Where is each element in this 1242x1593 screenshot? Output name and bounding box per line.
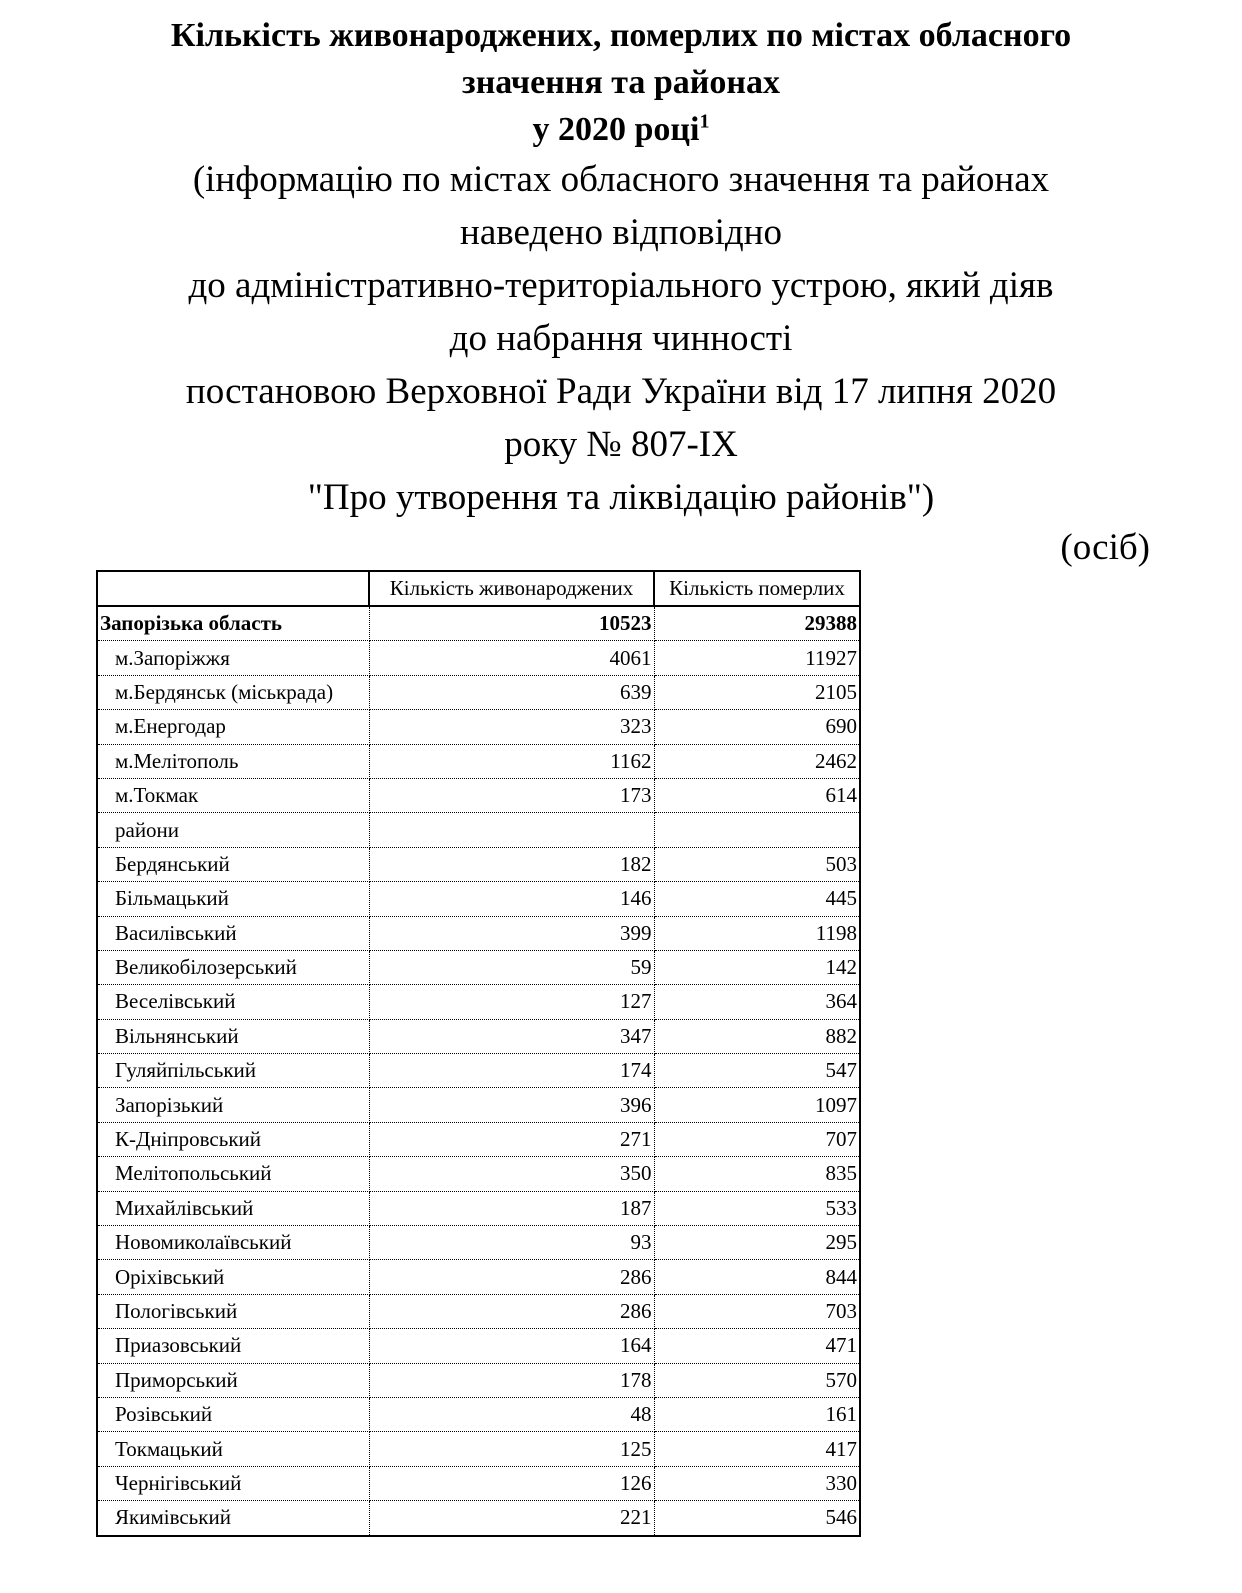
table-row <box>97 710 860 744</box>
table-row <box>97 1363 860 1397</box>
deaths-cell: 161 <box>654 1397 860 1431</box>
deaths-cell: 614 <box>654 778 860 812</box>
title-year: у 2020 році <box>532 111 700 148</box>
deaths-cell: 1198 <box>654 916 860 950</box>
deaths-cell: 546 <box>654 1501 860 1536</box>
title-line-2: значення та районах <box>462 64 780 101</box>
table-row <box>97 1122 860 1156</box>
deaths-cell: 703 <box>654 1294 860 1328</box>
row-name-cell: м.Бердянськ (міськрада) <box>97 675 369 709</box>
deaths-cell: 417 <box>654 1432 860 1466</box>
births-cell: 396 <box>369 1088 654 1122</box>
row-name-cell: Приазовський <box>97 1329 369 1363</box>
births-cell: 1162 <box>369 744 654 778</box>
subtitle-line-7: "Про утворення та ліквідацію районів") <box>307 477 935 518</box>
row-name-cell: Оріхівський <box>97 1260 369 1294</box>
table-row <box>97 1019 860 1053</box>
table-row <box>97 813 860 847</box>
births-cell: 164 <box>369 1329 654 1363</box>
row-name-cell: м.Запоріжжя <box>97 641 369 675</box>
births-cell: 173 <box>369 778 654 812</box>
deaths-cell: 503 <box>654 847 860 881</box>
row-name-cell: Бердянський <box>97 847 369 881</box>
table-row <box>97 1054 860 1088</box>
unit-label: (осіб) <box>1060 527 1150 568</box>
row-name-cell: Великобілозерський <box>97 950 369 984</box>
row-name-cell: Василівський <box>97 916 369 950</box>
deaths-cell: 882 <box>654 1019 860 1053</box>
births-cell: 323 <box>369 710 654 744</box>
row-name-cell: Мелітопольський <box>97 1157 369 1191</box>
deaths-cell: 835 <box>654 1157 860 1191</box>
deaths-cell: 11927 <box>654 641 860 675</box>
births-cell: 4061 <box>369 641 654 675</box>
header-cell-births: Кількість живонароджених <box>369 571 654 606</box>
births-cell: 271 <box>369 1122 654 1156</box>
births-cell: 59 <box>369 950 654 984</box>
births-cell: 48 <box>369 1397 654 1431</box>
row-name-cell: Розівський <box>97 1397 369 1431</box>
header-cell-deaths: Кількість померлих <box>654 571 860 606</box>
row-name-cell: Чернігівський <box>97 1466 369 1500</box>
table-row <box>97 1466 860 1500</box>
title-line-3 <box>40 106 1202 153</box>
deaths-cell: 547 <box>654 1054 860 1088</box>
statistics-table <box>96 570 861 1537</box>
subtitle-line-4: до набрання чинності <box>449 318 793 359</box>
subtitle-line-6: року № 807-IX <box>504 424 738 465</box>
subtitle-line-2: наведено відповідно <box>460 212 782 253</box>
table-row <box>97 1191 860 1225</box>
births-cell <box>369 813 654 847</box>
table-row <box>97 985 860 1019</box>
table-row <box>97 641 860 675</box>
deaths-cell: 2462 <box>654 744 860 778</box>
table-row <box>97 1260 860 1294</box>
row-name-cell: м.Енергодар <box>97 710 369 744</box>
births-cell: 347 <box>369 1019 654 1053</box>
table-row <box>97 744 860 778</box>
table-row <box>97 778 860 812</box>
table-row <box>97 675 860 709</box>
row-name-cell: Приморський <box>97 1363 369 1397</box>
table-row <box>97 950 860 984</box>
table-row <box>97 1432 860 1466</box>
deaths-cell: 690 <box>654 710 860 744</box>
table-row <box>97 1226 860 1260</box>
row-name-cell: Більмацький <box>97 882 369 916</box>
deaths-cell: 364 <box>654 985 860 1019</box>
births-cell: 93 <box>369 1226 654 1260</box>
subtitle-line-5: постановою Верховної Ради України від 17 липня 2020 <box>185 371 1057 412</box>
deaths-cell: 570 <box>654 1363 860 1397</box>
births-cell: 350 <box>369 1157 654 1191</box>
row-name-cell: Токмацький <box>97 1432 369 1466</box>
births-cell: 127 <box>369 985 654 1019</box>
document-heading <box>40 12 1202 524</box>
table-row <box>97 1088 860 1122</box>
births-cell: 126 <box>369 1466 654 1500</box>
table-row <box>97 1157 860 1191</box>
deaths-cell: 29388 <box>654 606 860 641</box>
table-header-row <box>97 571 860 606</box>
table-body <box>97 606 860 1536</box>
table-row <box>97 1329 860 1363</box>
header-cell-name <box>97 571 369 606</box>
deaths-cell: 142 <box>654 950 860 984</box>
births-cell: 286 <box>369 1294 654 1328</box>
deaths-cell <box>654 813 860 847</box>
row-name-cell: Новомиколаївський <box>97 1226 369 1260</box>
row-name-cell: Пологівський <box>97 1294 369 1328</box>
deaths-cell: 445 <box>654 882 860 916</box>
births-cell: 187 <box>369 1191 654 1225</box>
row-name-cell: Веселівський <box>97 985 369 1019</box>
deaths-cell: 330 <box>654 1466 860 1500</box>
deaths-cell: 1097 <box>654 1088 860 1122</box>
births-cell: 221 <box>369 1501 654 1536</box>
table-row-total <box>97 606 860 641</box>
table-row <box>97 847 860 881</box>
footnote-mark: 1 <box>699 110 710 133</box>
row-name-cell: Якимівський <box>97 1501 369 1536</box>
table-row <box>97 916 860 950</box>
deaths-cell: 533 <box>654 1191 860 1225</box>
row-name-cell: м.Токмак <box>97 778 369 812</box>
table-row <box>97 1294 860 1328</box>
row-name-cell: Запорізька область <box>97 606 369 641</box>
deaths-cell: 844 <box>654 1260 860 1294</box>
row-name-cell: м.Мелітополь <box>97 744 369 778</box>
title-line-1: Кількість живонароджених, померлих по містах обласного <box>170 17 1072 54</box>
births-cell: 399 <box>369 916 654 950</box>
table-row <box>97 882 860 916</box>
births-cell: 125 <box>369 1432 654 1466</box>
births-cell: 178 <box>369 1363 654 1397</box>
row-name-cell: райони <box>97 813 369 847</box>
row-name-cell: Запорізький <box>97 1088 369 1122</box>
table-row <box>97 1501 860 1536</box>
row-name-cell: К-Дніпровський <box>97 1122 369 1156</box>
subtitle-line-3: до адміністративно-територіального устрою, який діяв <box>188 265 1054 306</box>
subtitle-line-1: (інформацію по містах обласного значення та районах <box>192 159 1050 200</box>
births-cell: 174 <box>369 1054 654 1088</box>
deaths-cell: 471 <box>654 1329 860 1363</box>
births-cell: 182 <box>369 847 654 881</box>
deaths-cell: 707 <box>654 1122 860 1156</box>
row-name-cell: Вільнянський <box>97 1019 369 1053</box>
row-name-cell: Михайлівський <box>97 1191 369 1225</box>
births-cell: 639 <box>369 675 654 709</box>
deaths-cell: 2105 <box>654 675 860 709</box>
births-cell: 146 <box>369 882 654 916</box>
row-name-cell: Гуляйпільський <box>97 1054 369 1088</box>
births-cell: 286 <box>369 1260 654 1294</box>
births-cell: 10523 <box>369 606 654 641</box>
deaths-cell: 295 <box>654 1226 860 1260</box>
table-row <box>97 1397 860 1431</box>
